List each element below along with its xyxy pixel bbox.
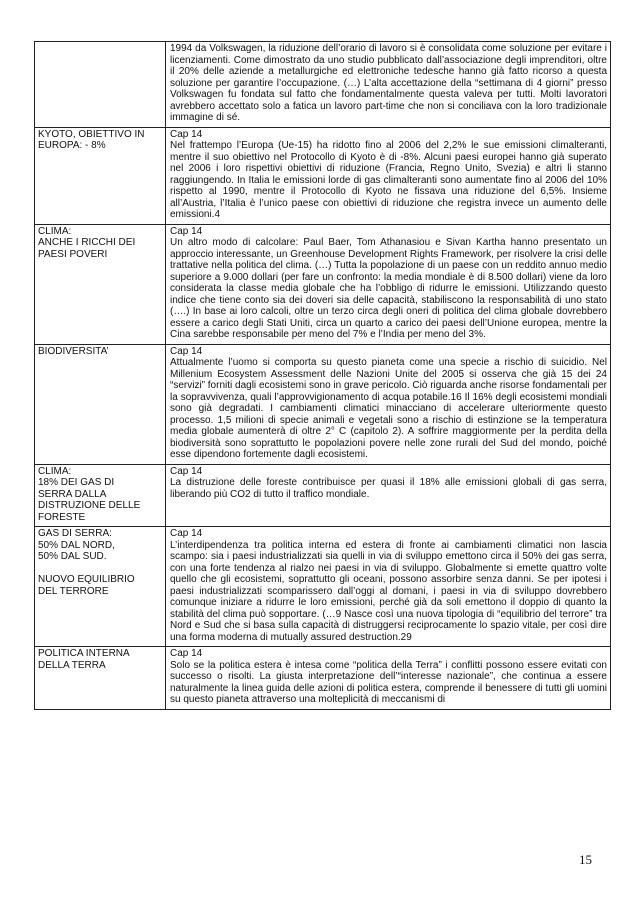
body-cell: [166, 647, 611, 710]
body-cell: [166, 344, 611, 464]
body-cell: [166, 127, 611, 224]
page-number: 15: [579, 852, 592, 867]
body-text: 1994 da Volkswagen, la riduzione dell’orario di lavoro si è consolidata come soluzione per evitare i licenziamenti. Come dimostrato da uno studio pubblicato dall’associazione degli imprenditori, oltre il 20% delle aziende a metallurgiche ed elettroniche tedesche hanno già fatto ricorso a questa soluzione per garantire l’occupazione. (…) L’alta accettazione della “settimana di 4 giorni” presso Volkswagen fu fondata sul fatto che fondamentalmente questa valeva per tutti. Molti lavoratori avrebbero accettato solo a fatica un lavoro part-time che non si conciliava con la loro tradizionale immagine di sé.: [170, 43, 607, 123]
body-text: Nel frattempo l’Europa (Ue-15) ha ridotto fino al 2006 del 2,2% le sue emissioni climalteranti, mentre il suo obiettivo nel Protocollo di Kyoto è di -8%. Alcuni paesi europei hanno già superato nel 2006 i loro rispettivi obiettivi di riduzione (Francia, Regno Unito, Svezia) e altri li stanno raggiungendo. In Italia le emissioni lorde di gas climalteranti sono aumentate fino al 2006 del 10% rispetto al 1990, mentre il Protocollo di Kyoto ne fissava una riduzione del 6,5%. Insieme all’Austria, l’Italia è l’unico paese con obiettivi di riduzione che registra invece un aumento delle emissioni.4: [170, 140, 607, 220]
table-row: [35, 42, 611, 128]
body-cell: [166, 224, 611, 344]
chapter-label: Cap 14: [170, 465, 203, 477]
body-text: Attualmente l’uomo si comporta su questo pianeta come una specie a rischio di suicidio. Nel Millenium Ecosystem Assessment delle Nazioni Unite del 2005 si osserva che già 15 dei 24 “servizi” forniti dagli ecosistemi sono in grave pericolo. Ciò riguarda anche risorse fondamentali per la sopravvivenza, quali l’approvvigionamento di acqua potabile.16 Il 16% degli ecosistemi mondiali sono già degradati. I cambiamenti climatici minacciano di accelerare ulteriormente questo processo. 1,5 milioni di specie animali e vegetali sono a rischio di estinzione se la temperatura media globale aumenterà di oltre 2° C (capitolo 2). A soffrire maggiormente per la perdita della biodiversità sono soprattutto le popolazioni povere nelle zone rurali del Sud del mondo, poiché esse dipendono fortemente dagli ecosistemi.: [170, 357, 607, 460]
topic-cell: [35, 527, 166, 647]
topic-line: 50% DAL SUD.: [38, 551, 107, 562]
chapter-label: Cap 14: [170, 648, 203, 659]
body-text: Solo se la politica estera è intesa come “politica della Terra” i conflitti possono essere evitati con successo o risolti. La giusta interpretazione dell’“interesse nazionale”, che continua a essere naturalmente la linea guida delle azioni di politica estera, comprende il benessere di tutti gli uomini su questo pianeta attraverso una molteplicità di meccanismi di: [170, 659, 607, 705]
topic-line: POLITICA INTERNA: [38, 648, 130, 659]
topic-line: FORESTE: [38, 511, 86, 523]
body-text: L’interdipendenza tra politica interna ed estera di fronte ai cambiamenti climatici non lascia scampo: sia i paesi industrializzati sia quelli in via di sviluppo emettono circa il 50% dei gas serra, con una forte tendenza al rialzo nei paesi in via di sviluppo. Globalmente si emette quattro volte quello che gli ecosistemi, soprattutto gli oceani, possono assorbire senza danni. Se per ipotesi i paesi industrializzati scomparissero dall’oggi al domani, i paesi in via di sviluppo dovrebbero comunque iniziare a ridurre le loro emissioni, perché già da soli emettono il doppio di quanto la stabilità del clima può sopportare. (…9 Nasce così una nuova tipologia di “equilibrio del terrore” tra Nord e Sud che si basa sulla capacità di distruggersi reciprocamente lo spazio vitale, per così dire una forma moderna di mutually assured destruction.29: [170, 539, 607, 643]
topic-line: DEL TERRORE: [38, 585, 109, 597]
body-text: Un altro modo di calcolare: Paul Baer, Tom Athanasiou e Sivan Kartha hanno presentato un approccio interessante, un Greenhouse Development Rights Framework, per risolvere la crisi delle trattative nella politica del clima. (…) Tutta la popolazione di un paese con un reddito annuo medio superiore a 9.000 dollari (per fare un confronto: la media mondiale è di 8.500 dollari) viene da loro considerata la classe media globale che ha l’obbligo di ridurre le emissioni. Utilizzando questo indice che tiene conto sia dei doveri sia delle capacità, stabiliscono la responsabilità di uno stato (….) In base ai loro calcoli, oltre un terzo circa degli oneri di politica del clima globale dovrebbero essere a carico degli Stati Uniti, circa un quarto a carico dei paesi dell’Unione europea, mentre la Cina sarebbe responsabile per meno del 7% e l’India per meno del 3%.: [170, 237, 607, 340]
topic-line: GAS DI SERRA:: [38, 528, 112, 539]
topic-line: KYOTO, OBIETTIVO IN: [38, 128, 145, 140]
chapter-label: Cap 14: [170, 345, 203, 357]
topic-cell: [35, 224, 166, 344]
body-text: La distruzione delle foreste contribuisce per quasi il 18% alle emissioni globali di gas serra, liberando più CO2 di tutto il traffico mondiale.: [170, 477, 607, 500]
topic-line: CLIMA:: [38, 465, 72, 477]
topic-line: DISTRUZIONE DELLE: [38, 500, 141, 511]
topic-line: SERRA DALLA: [38, 488, 107, 500]
topic-line: 18% DEI GAS DI: [38, 477, 115, 488]
topic-cell: [35, 344, 166, 464]
chapter-label: Cap 14: [170, 528, 203, 539]
topic-spacer: [38, 563, 162, 575]
chapter-label: Cap 14: [170, 128, 203, 140]
table-row: [35, 464, 611, 527]
table-row: [35, 224, 611, 344]
topic-cell: [35, 127, 166, 224]
table-row: [35, 527, 611, 647]
body-cell: [166, 527, 611, 647]
topic-cell: [35, 647, 166, 710]
topic-line: ANCHE I RICCHI DEI: [38, 237, 136, 248]
topic-line: NUOVO EQUILIBRIO: [38, 574, 135, 585]
topic-line: DELLA TERRA: [38, 659, 106, 671]
topic-line: CLIMA:: [38, 225, 72, 237]
table-row: [35, 647, 611, 710]
table-row: [35, 127, 611, 224]
topic-line: EUROPA: - 8%: [38, 140, 106, 151]
topic-line: PAESI POVERI: [38, 248, 108, 260]
chapter-label: Cap 14: [170, 225, 203, 237]
topic-line: BIODIVERSITA’: [38, 345, 109, 357]
content-table: [34, 41, 611, 710]
body-cell: [166, 42, 611, 128]
body-cell: [166, 464, 611, 527]
table-row: [35, 344, 611, 464]
topic-line: 50% DAL NORD,: [38, 539, 115, 551]
topic-cell: [35, 42, 166, 128]
topic-cell: [35, 464, 166, 527]
